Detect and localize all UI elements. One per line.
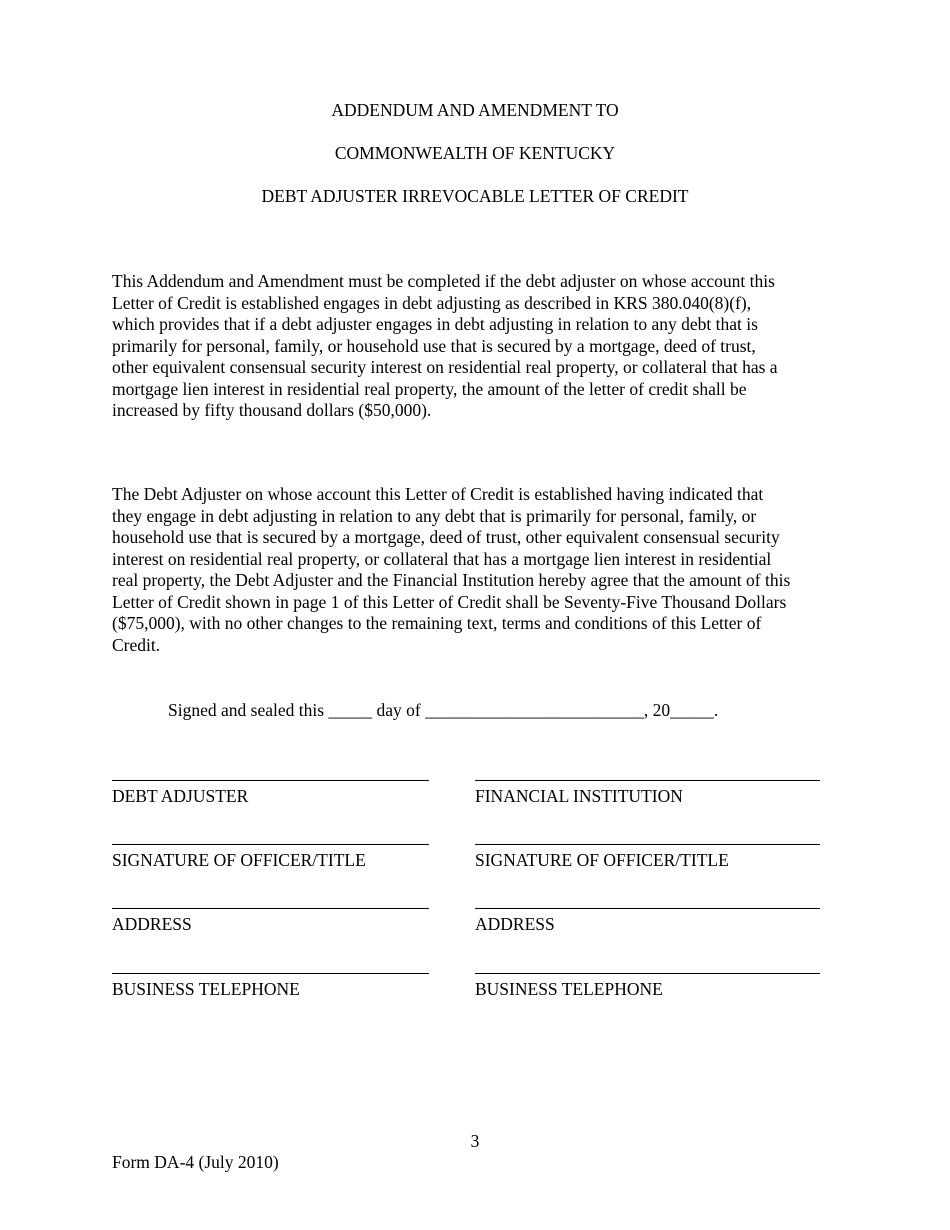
signature-label: SIGNATURE OF OFFICER/TITLE [112,850,366,870]
paragraph-line: interest on residential real property, or collateral that has a mortgage lien interest in residential [112,548,772,569]
signature-block-right-address [475,908,820,934]
paragraph-line: This Addendum and Amendment must be completed if the debt adjuster on whose account this [112,271,775,291]
paragraph-line: ($75,000), with no other changes to the remaining text, terms and conditions of this Letter of [112,613,762,633]
paragraph-line: primarily for personal, family, or household use that is secured by a mortgage, deed of trust, [112,335,756,356]
paragraph-agreement [112,484,790,656]
paragraph-addendum-requirement [112,271,778,422]
signature-line[interactable] [112,780,429,781]
signature-label: ADDRESS [475,914,555,934]
page-number: 3 [470,1131,480,1151]
title-line-2: COMMONWEALTH OF KENTUCKY [334,143,616,163]
signed-and-sealed-line: Signed and sealed this _____ day of _________________________, 20_____. [168,700,719,720]
signature-label: BUSINESS TELEPHONE [475,979,663,999]
signature-label: BUSINESS TELEPHONE [112,979,300,999]
paragraph-line: increased by fifty thousand dollars ($50,000). [112,400,432,420]
title-line-3: DEBT ADJUSTER IRREVOCABLE LETTER OF CREDIT [261,186,689,206]
paragraph-line: household use that is secured by a mortgage, deed of trust, other equivalent consensual security [112,527,780,547]
paragraph-line: which provides that if a debt adjuster engages in debt adjusting in relation to any debt that is [112,314,758,334]
signature-block-left-officer [112,844,429,870]
paragraph-line: they engage in debt adjusting in relation to any debt that is primarily for personal, family, or [112,505,757,526]
paragraph-line: other equivalent consensual security interest on residential real property, or collateral that has a [112,357,778,377]
paragraph-line: mortgage lien interest in residential real property, the amount of the letter of credit shall be [112,378,747,399]
signature-block-left-telephone [112,973,429,999]
form-identifier: Form DA-4 (July 2010) [112,1152,279,1172]
paragraph-line: The Debt Adjuster on whose account this Letter of Credit is established having indicated that [112,484,764,504]
signature-label: FINANCIAL INSTITUTION [475,786,683,806]
signature-block-right-officer [475,844,820,870]
signature-line[interactable] [475,780,820,781]
signature-line[interactable] [475,844,820,845]
paragraph-line: Credit. [112,634,161,655]
signature-line[interactable] [112,908,429,909]
signature-line[interactable] [112,973,429,974]
signature-block-debt-adjuster [112,780,429,806]
paragraph-line: Letter of Credit shown in page 1 of this Letter of Credit shall be Seventy-Five Thousand Dollars [112,591,787,612]
paragraph-line: real property, the Debt Adjuster and the Financial Institution hereby agree that the amount of this [112,570,791,590]
signature-label: SIGNATURE OF OFFICER/TITLE [475,850,729,870]
signature-line[interactable] [112,844,429,845]
signature-line[interactable] [475,908,820,909]
signature-block-financial-institution [475,780,820,806]
signature-block-right-telephone [475,973,820,999]
paragraph-line: Letter of Credit is established engages in debt adjusting as described in KRS 380.040(8)(f), [112,292,752,313]
signature-label: DEBT ADJUSTER [112,786,249,806]
signature-label: ADDRESS [112,914,192,934]
title-line-1: ADDENDUM AND AMENDMENT TO [331,100,619,120]
signature-block-left-address [112,908,429,934]
signature-line[interactable] [475,973,820,974]
